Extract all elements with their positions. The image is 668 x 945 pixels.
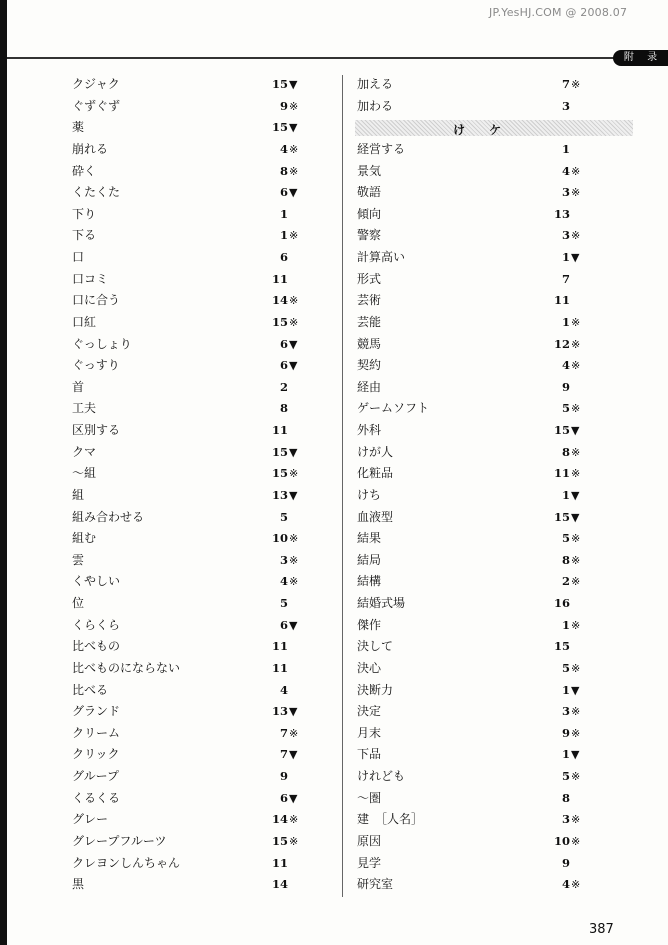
index-entry <box>72 247 322 269</box>
entry-marker: ▼ <box>289 121 298 135</box>
index-entry <box>357 658 627 680</box>
entry-marker: ※ <box>289 142 299 156</box>
entry-word: グレー <box>72 812 109 827</box>
index-entry <box>357 334 627 356</box>
entry-page: 11 <box>271 423 288 437</box>
index-entry <box>357 204 627 226</box>
entry-word: 警察 <box>357 228 382 243</box>
index-entry <box>357 615 627 637</box>
entry-page: 1 <box>561 682 570 697</box>
entry-page: 4 <box>279 682 288 697</box>
entry-page: 11 <box>271 639 288 654</box>
entry-marker: ▼ <box>571 748 580 762</box>
entry-marker: ▼ <box>289 488 298 502</box>
entry-word: 決断力 <box>357 682 394 697</box>
index-entry <box>72 831 322 853</box>
index-entry <box>357 636 627 658</box>
entry-marker: ▼ <box>571 424 580 437</box>
right-column <box>357 74 627 896</box>
entry-word: グレープフルーツ <box>72 833 167 848</box>
entry-word: ぐずぐず <box>72 98 121 113</box>
entry-word: くらくら <box>72 617 121 632</box>
index-entry <box>72 809 322 831</box>
entry-word: ～組 <box>72 466 97 481</box>
index-entry <box>72 701 322 723</box>
entry-marker: ※ <box>571 575 581 589</box>
entry-marker: ※ <box>289 726 299 740</box>
index-entry <box>72 788 322 810</box>
entry-marker: ※ <box>571 186 581 200</box>
index-entry <box>72 161 322 183</box>
entry-page: 4 <box>561 358 570 373</box>
entry-marker: ▼ <box>289 337 298 351</box>
entry-page: 6 <box>279 250 288 264</box>
index-entry <box>357 442 627 464</box>
entry-word: 黒 <box>72 877 85 892</box>
entry-word: 加わる <box>357 98 394 113</box>
entry-page: 15 <box>271 120 288 135</box>
entry-word: 区別する <box>72 423 121 437</box>
entry-page: 1 <box>561 487 570 502</box>
entry-word: 結婚式場 <box>357 596 406 610</box>
entry-page: 9 <box>561 379 570 394</box>
entry-word: クリーム <box>72 725 121 740</box>
entry-word: 決して <box>357 639 394 654</box>
entry-page: 1 <box>561 314 570 329</box>
entry-marker: ※ <box>289 99 299 113</box>
entry-page: 11 <box>271 271 288 286</box>
entry-page: 11 <box>271 660 288 675</box>
header-rule <box>7 57 622 59</box>
index-entry <box>72 334 322 356</box>
entry-page: 13 <box>553 206 570 221</box>
entry-word: 決心 <box>357 660 382 675</box>
entry-marker: ※ <box>571 878 581 892</box>
entry-word: 景気 <box>357 163 382 178</box>
index-entry <box>357 809 627 831</box>
entry-page: 8 <box>561 444 570 459</box>
entry-word: 芸能 <box>357 314 382 329</box>
index-entry <box>72 182 322 204</box>
entry-page: 1 <box>561 617 570 632</box>
entry-word: くやしい <box>72 574 121 589</box>
index-entry <box>357 485 627 507</box>
entry-marker: ▼ <box>289 78 298 91</box>
entry-marker: ※ <box>571 532 581 546</box>
index-entry <box>357 377 627 399</box>
index-entry <box>72 139 322 161</box>
entry-page: 4 <box>279 574 288 589</box>
index-entry <box>357 766 627 788</box>
entry-word: 芸術 <box>357 293 382 308</box>
entry-page: 5 <box>279 596 288 610</box>
heading-band <box>355 120 633 136</box>
entry-marker: ※ <box>289 553 299 567</box>
entry-word: 組 <box>72 487 85 502</box>
index-entry <box>72 463 322 485</box>
entry-word: 比べもの <box>72 639 121 654</box>
entry-page: 6 <box>279 185 288 200</box>
entry-page: 8 <box>561 552 570 567</box>
entry-word: 計算高い <box>357 250 406 264</box>
entry-page: 3 <box>561 185 570 200</box>
index-entry <box>72 355 322 377</box>
index-entry <box>357 161 627 183</box>
entry-marker: ※ <box>289 575 299 589</box>
entry-page: 1 <box>561 747 570 762</box>
entry-word: 見学 <box>357 855 382 870</box>
entry-word: 位 <box>72 596 85 610</box>
entry-word: 口コミ <box>72 271 109 286</box>
index-entry <box>72 398 322 420</box>
entry-word: 加える <box>357 77 394 91</box>
entry-word: 傑作 <box>357 617 382 632</box>
index-entry <box>357 269 627 291</box>
entry-page: 10 <box>553 833 570 848</box>
entry-page: 9 <box>279 98 288 113</box>
entry-page: 3 <box>561 228 570 243</box>
index-entry <box>72 680 322 702</box>
entry-word: クレヨンしんちゃん <box>72 855 181 870</box>
entry-word: 下る <box>72 228 97 243</box>
entry-marker: ▼ <box>571 510 580 524</box>
entry-page: 15 <box>271 833 288 848</box>
index-entry <box>72 96 322 118</box>
entry-word: 下品 <box>357 747 382 762</box>
index-entry <box>72 658 322 680</box>
entry-word: 組み合わせる <box>72 509 145 524</box>
entry-marker: ※ <box>571 402 581 416</box>
entry-marker: ▼ <box>289 186 298 200</box>
index-entry <box>72 269 322 291</box>
entry-page: 5 <box>561 769 570 783</box>
entry-page: 9 <box>279 769 288 783</box>
entry-page: 11 <box>553 293 570 308</box>
entry-page: 2 <box>561 574 570 589</box>
index-entry <box>357 398 627 420</box>
entry-page: 15 <box>271 314 288 329</box>
entry-word: 首 <box>72 379 85 394</box>
entry-marker: ▼ <box>289 618 298 632</box>
entry-page: 12 <box>553 336 570 351</box>
entry-page: 7 <box>279 747 288 762</box>
entry-page: 9 <box>561 725 570 740</box>
entry-word: 競馬 <box>357 336 382 351</box>
index-entry <box>72 420 322 442</box>
entry-page: 6 <box>279 790 288 805</box>
index-entry <box>72 442 322 464</box>
entry-page: 11 <box>271 855 288 870</box>
entry-page: 7 <box>561 271 570 286</box>
entry-marker: ※ <box>571 553 581 567</box>
entry-word: 砕く <box>72 163 97 178</box>
entry-word: 原因 <box>357 833 382 848</box>
entry-page: 13 <box>271 704 288 719</box>
entry-word: クマ <box>72 444 97 459</box>
entry-word: 口に合う <box>72 293 121 308</box>
index-entry <box>357 96 627 118</box>
entry-page: 3 <box>279 552 288 567</box>
entry-page: 1 <box>561 141 570 156</box>
index-entry <box>357 225 627 247</box>
entry-page: 14 <box>271 812 288 827</box>
watermark: JP.YesHJ.COM @ 2008.07 <box>489 6 628 19</box>
entry-marker: ※ <box>571 661 581 675</box>
index-entry <box>357 701 627 723</box>
column-divider <box>342 75 343 897</box>
index-entry <box>72 204 322 226</box>
index-entry <box>72 485 322 507</box>
entry-word: けれども <box>357 769 406 783</box>
entry-word: ゲームソフト <box>357 401 430 416</box>
index-entry <box>357 507 627 529</box>
entry-marker: ▼ <box>289 748 298 762</box>
entry-marker: ※ <box>289 467 299 481</box>
page-number: 387 <box>589 922 614 937</box>
entry-page: 8 <box>561 790 570 805</box>
entry-page: 15 <box>553 509 570 524</box>
entry-word: クリック <box>72 747 120 762</box>
entry-marker: ※ <box>289 532 299 546</box>
entry-word: グループ <box>72 769 120 783</box>
entry-marker: ※ <box>289 315 299 329</box>
heading-label: け ケ <box>453 123 512 138</box>
entry-word: 研究室 <box>357 877 394 892</box>
index-entry <box>72 377 322 399</box>
index-entry <box>357 788 627 810</box>
entry-page: 14 <box>271 293 288 308</box>
index-entry <box>357 528 627 550</box>
entry-marker: ※ <box>571 78 581 91</box>
index-entry <box>357 182 627 204</box>
entry-word: くたくた <box>72 185 121 200</box>
entry-page: 5 <box>561 531 570 546</box>
entry-page: 4 <box>561 163 570 178</box>
index-entry <box>357 139 627 161</box>
entry-word: 形式 <box>357 271 382 286</box>
entry-marker: ▼ <box>289 445 298 459</box>
entry-word: 組む <box>72 531 97 546</box>
entry-word: 崩れる <box>72 141 109 156</box>
index-entry <box>72 766 322 788</box>
entry-marker: ※ <box>571 618 581 632</box>
entry-word: 経由 <box>357 379 382 394</box>
index-entry <box>357 463 627 485</box>
entry-page: 13 <box>271 487 288 502</box>
entry-word: ぐっしょり <box>72 336 132 351</box>
entry-word: ぐっすり <box>72 358 120 373</box>
entry-marker: ▼ <box>571 488 580 502</box>
index-entry <box>72 312 322 334</box>
entry-page: 6 <box>279 336 288 351</box>
index-entry <box>72 507 322 529</box>
entry-marker: ▼ <box>571 251 580 264</box>
entry-word: 下り <box>72 206 97 221</box>
index-entry <box>72 550 322 572</box>
entry-page: 9 <box>561 855 570 870</box>
entry-word: 血液型 <box>357 509 394 524</box>
entry-marker: ※ <box>571 834 581 848</box>
entry-page: 4 <box>279 141 288 156</box>
index-entry <box>72 636 322 658</box>
index-entry <box>357 853 627 875</box>
entry-page: 7 <box>279 725 288 740</box>
left-column <box>72 74 322 896</box>
index-entry <box>357 550 627 572</box>
entry-marker: ※ <box>571 337 581 351</box>
entry-word: 結構 <box>357 574 382 589</box>
entry-marker: ※ <box>289 294 299 308</box>
index-entry <box>357 355 627 377</box>
entry-page: 2 <box>279 379 288 394</box>
index-entry <box>72 723 322 745</box>
entry-page: 16 <box>553 596 570 610</box>
index-entry <box>357 312 627 334</box>
entry-page: 15 <box>553 639 570 654</box>
entry-page: 15 <box>271 77 288 91</box>
index-entry <box>357 723 627 745</box>
index-entry <box>72 528 322 550</box>
entry-marker: ※ <box>571 359 581 373</box>
entry-word: 結果 <box>357 531 382 546</box>
index-entry <box>72 744 322 766</box>
entry-marker: ※ <box>289 834 299 848</box>
entry-word: 契約 <box>357 358 382 373</box>
entry-marker: ※ <box>571 164 581 178</box>
entry-word: 薬 <box>72 120 85 135</box>
entry-page: 11 <box>553 466 570 481</box>
entry-page: 3 <box>561 98 570 113</box>
entry-page: 6 <box>279 358 288 373</box>
entry-page: 15 <box>271 444 288 459</box>
entry-page: 5 <box>561 401 570 416</box>
index-entry <box>357 571 627 593</box>
entry-marker: ※ <box>571 726 581 740</box>
entry-page: 8 <box>279 163 288 178</box>
index-entry <box>357 74 627 96</box>
entry-word: 建 ［人名］ <box>357 812 424 827</box>
entry-page: 5 <box>561 660 570 675</box>
index-entry <box>72 593 322 615</box>
entry-page: 5 <box>279 509 288 524</box>
entry-word: 比べものにならない <box>72 660 181 675</box>
index-entry <box>72 853 322 875</box>
entry-marker: ※ <box>571 229 581 243</box>
entry-word: 傾向 <box>357 206 382 221</box>
index-entry <box>72 117 322 139</box>
index-entry <box>72 571 322 593</box>
entry-marker: ※ <box>571 467 581 481</box>
entry-word: クジャク <box>72 77 120 91</box>
entry-page: 1 <box>279 228 288 243</box>
section-heading <box>357 117 627 139</box>
entry-marker: ▼ <box>289 705 298 719</box>
entry-page: 4 <box>561 877 570 892</box>
entry-word: 雲 <box>72 552 85 567</box>
entry-marker: ※ <box>289 229 299 243</box>
index-entry <box>357 290 627 312</box>
entry-page: 15 <box>553 423 570 437</box>
index-entry <box>72 225 322 247</box>
index-entry <box>72 74 322 96</box>
entry-word: 工夫 <box>72 401 97 416</box>
entry-marker: ※ <box>289 813 299 827</box>
index-entry <box>357 420 627 442</box>
index-entry <box>357 874 627 896</box>
entry-word: 外科 <box>357 423 382 437</box>
entry-page: 3 <box>561 704 570 719</box>
entry-word: けち <box>357 487 382 502</box>
entry-marker: ▼ <box>289 791 298 805</box>
entry-marker: ※ <box>571 813 581 827</box>
entry-word: くるくる <box>72 790 121 805</box>
entry-word: 決定 <box>357 704 382 719</box>
entry-marker: ▼ <box>289 359 298 373</box>
index-entry <box>357 680 627 702</box>
entry-marker: ▼ <box>571 683 580 697</box>
entry-word: 口紅 <box>72 314 97 329</box>
index-entry <box>357 831 627 853</box>
entry-word: グランド <box>72 704 121 719</box>
section-tab: 附 录 <box>613 50 668 66</box>
entry-word: ～圏 <box>357 790 382 805</box>
entry-word: 敬語 <box>357 185 382 200</box>
index-entry <box>357 247 627 269</box>
entry-word: 比べる <box>72 682 109 697</box>
index-entry <box>357 744 627 766</box>
entry-page: 10 <box>271 531 288 546</box>
entry-marker: ※ <box>571 445 581 459</box>
entry-word: 口 <box>72 250 85 264</box>
entry-page: 15 <box>271 466 288 481</box>
index-entry <box>72 615 322 637</box>
entry-word: 化粧品 <box>357 466 394 481</box>
entry-page: 7 <box>561 77 570 91</box>
entry-page: 6 <box>279 617 288 632</box>
entry-marker: ※ <box>571 705 581 719</box>
index-entry <box>72 874 322 896</box>
entry-word: 月末 <box>357 725 382 740</box>
index-entry <box>72 290 322 312</box>
entry-page: 1 <box>561 250 570 264</box>
entry-marker: ※ <box>289 164 299 178</box>
entry-page: 8 <box>279 401 288 416</box>
entry-word: 経営する <box>357 141 406 156</box>
entry-word: けが人 <box>357 444 394 459</box>
entry-word: 結局 <box>357 552 382 567</box>
scan-edge <box>0 0 7 945</box>
entry-page: 1 <box>279 206 288 221</box>
entry-marker: ※ <box>571 315 581 329</box>
entry-marker: ※ <box>571 770 581 783</box>
entry-page: 3 <box>561 812 570 827</box>
entry-page: 14 <box>271 877 288 892</box>
index-entry <box>357 593 627 615</box>
